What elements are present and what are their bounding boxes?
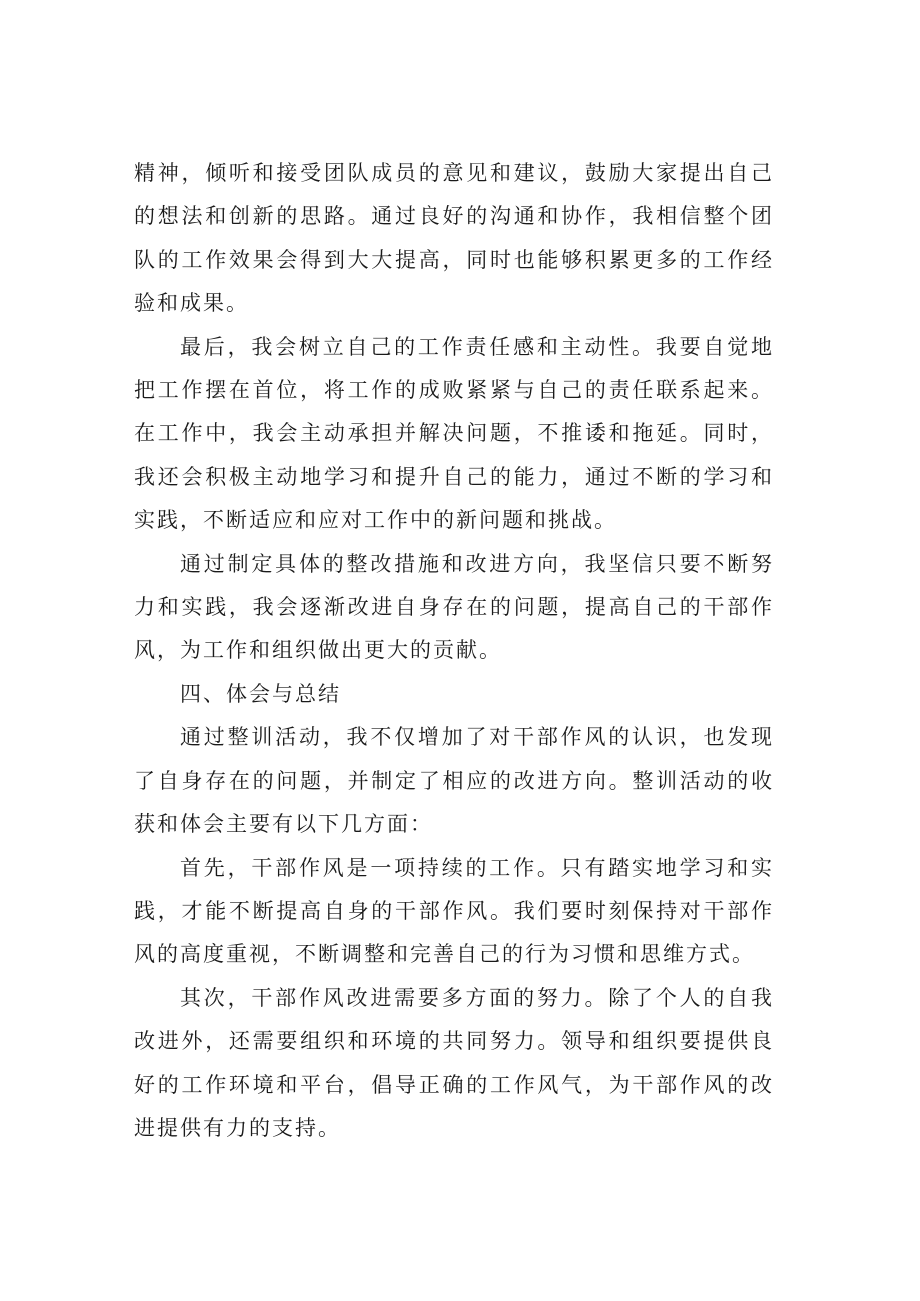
document-body [134,152,774,1150]
paragraph-summary-intro: 通过整训活动，我不仅增加了对干部作风的认识，也发现了自身存在的问题，并制定了相应的改进方向。整训活动的收获和体会主要有以下几方面： [134,725,774,837]
section-heading: 四、体会与总结 [180,681,341,706]
paragraph-second-point: 其次，干部作风改进需要多方面的努力。除了个人的自我改进外，还需要组织和环境的共同努力。领导和组织要提供良好的工作环境和平台，倡导正确的工作风气，为干部作风的改进提供有力的支持。 [134,985,774,1140]
paragraph-continuation: 精神，倾听和接受团队成员的意见和建议，鼓励大家提出自己的想法和创新的思路。通过良好的沟通和协作，我相信整个团队的工作效果会得到大大提高，同时也能够积累更多的工作经验和成果。 [134,161,774,316]
paragraph-first-point: 首先，干部作风是一项持续的工作。只有踏实地学习和实践，才能不断提高自身的干部作风。我们要时刻保持对干部作风的高度重视，不断调整和完善自己的行为习惯和思维方式。 [134,855,774,967]
paragraph-responsibility: 最后，我会树立自己的工作责任感和主动性。我要自觉地把工作摆在首位，将工作的成败紧紧与自己的责任联系起来。在工作中，我会主动承担并解决问题，不推诿和拖延。同时，我还会积极主动地学习和提升自己的能力，通过不断的学习和实践，不断适应和应对工作中的新问题和挑战。 [134,334,774,533]
paragraph-rectification: 通过制定具体的整改措施和改进方向，我坚信只要不断努力和实践，我会逐渐改进自身存在的问题，提高自己的干部作风，为工作和组织做出更大的贡献。 [134,551,774,663]
